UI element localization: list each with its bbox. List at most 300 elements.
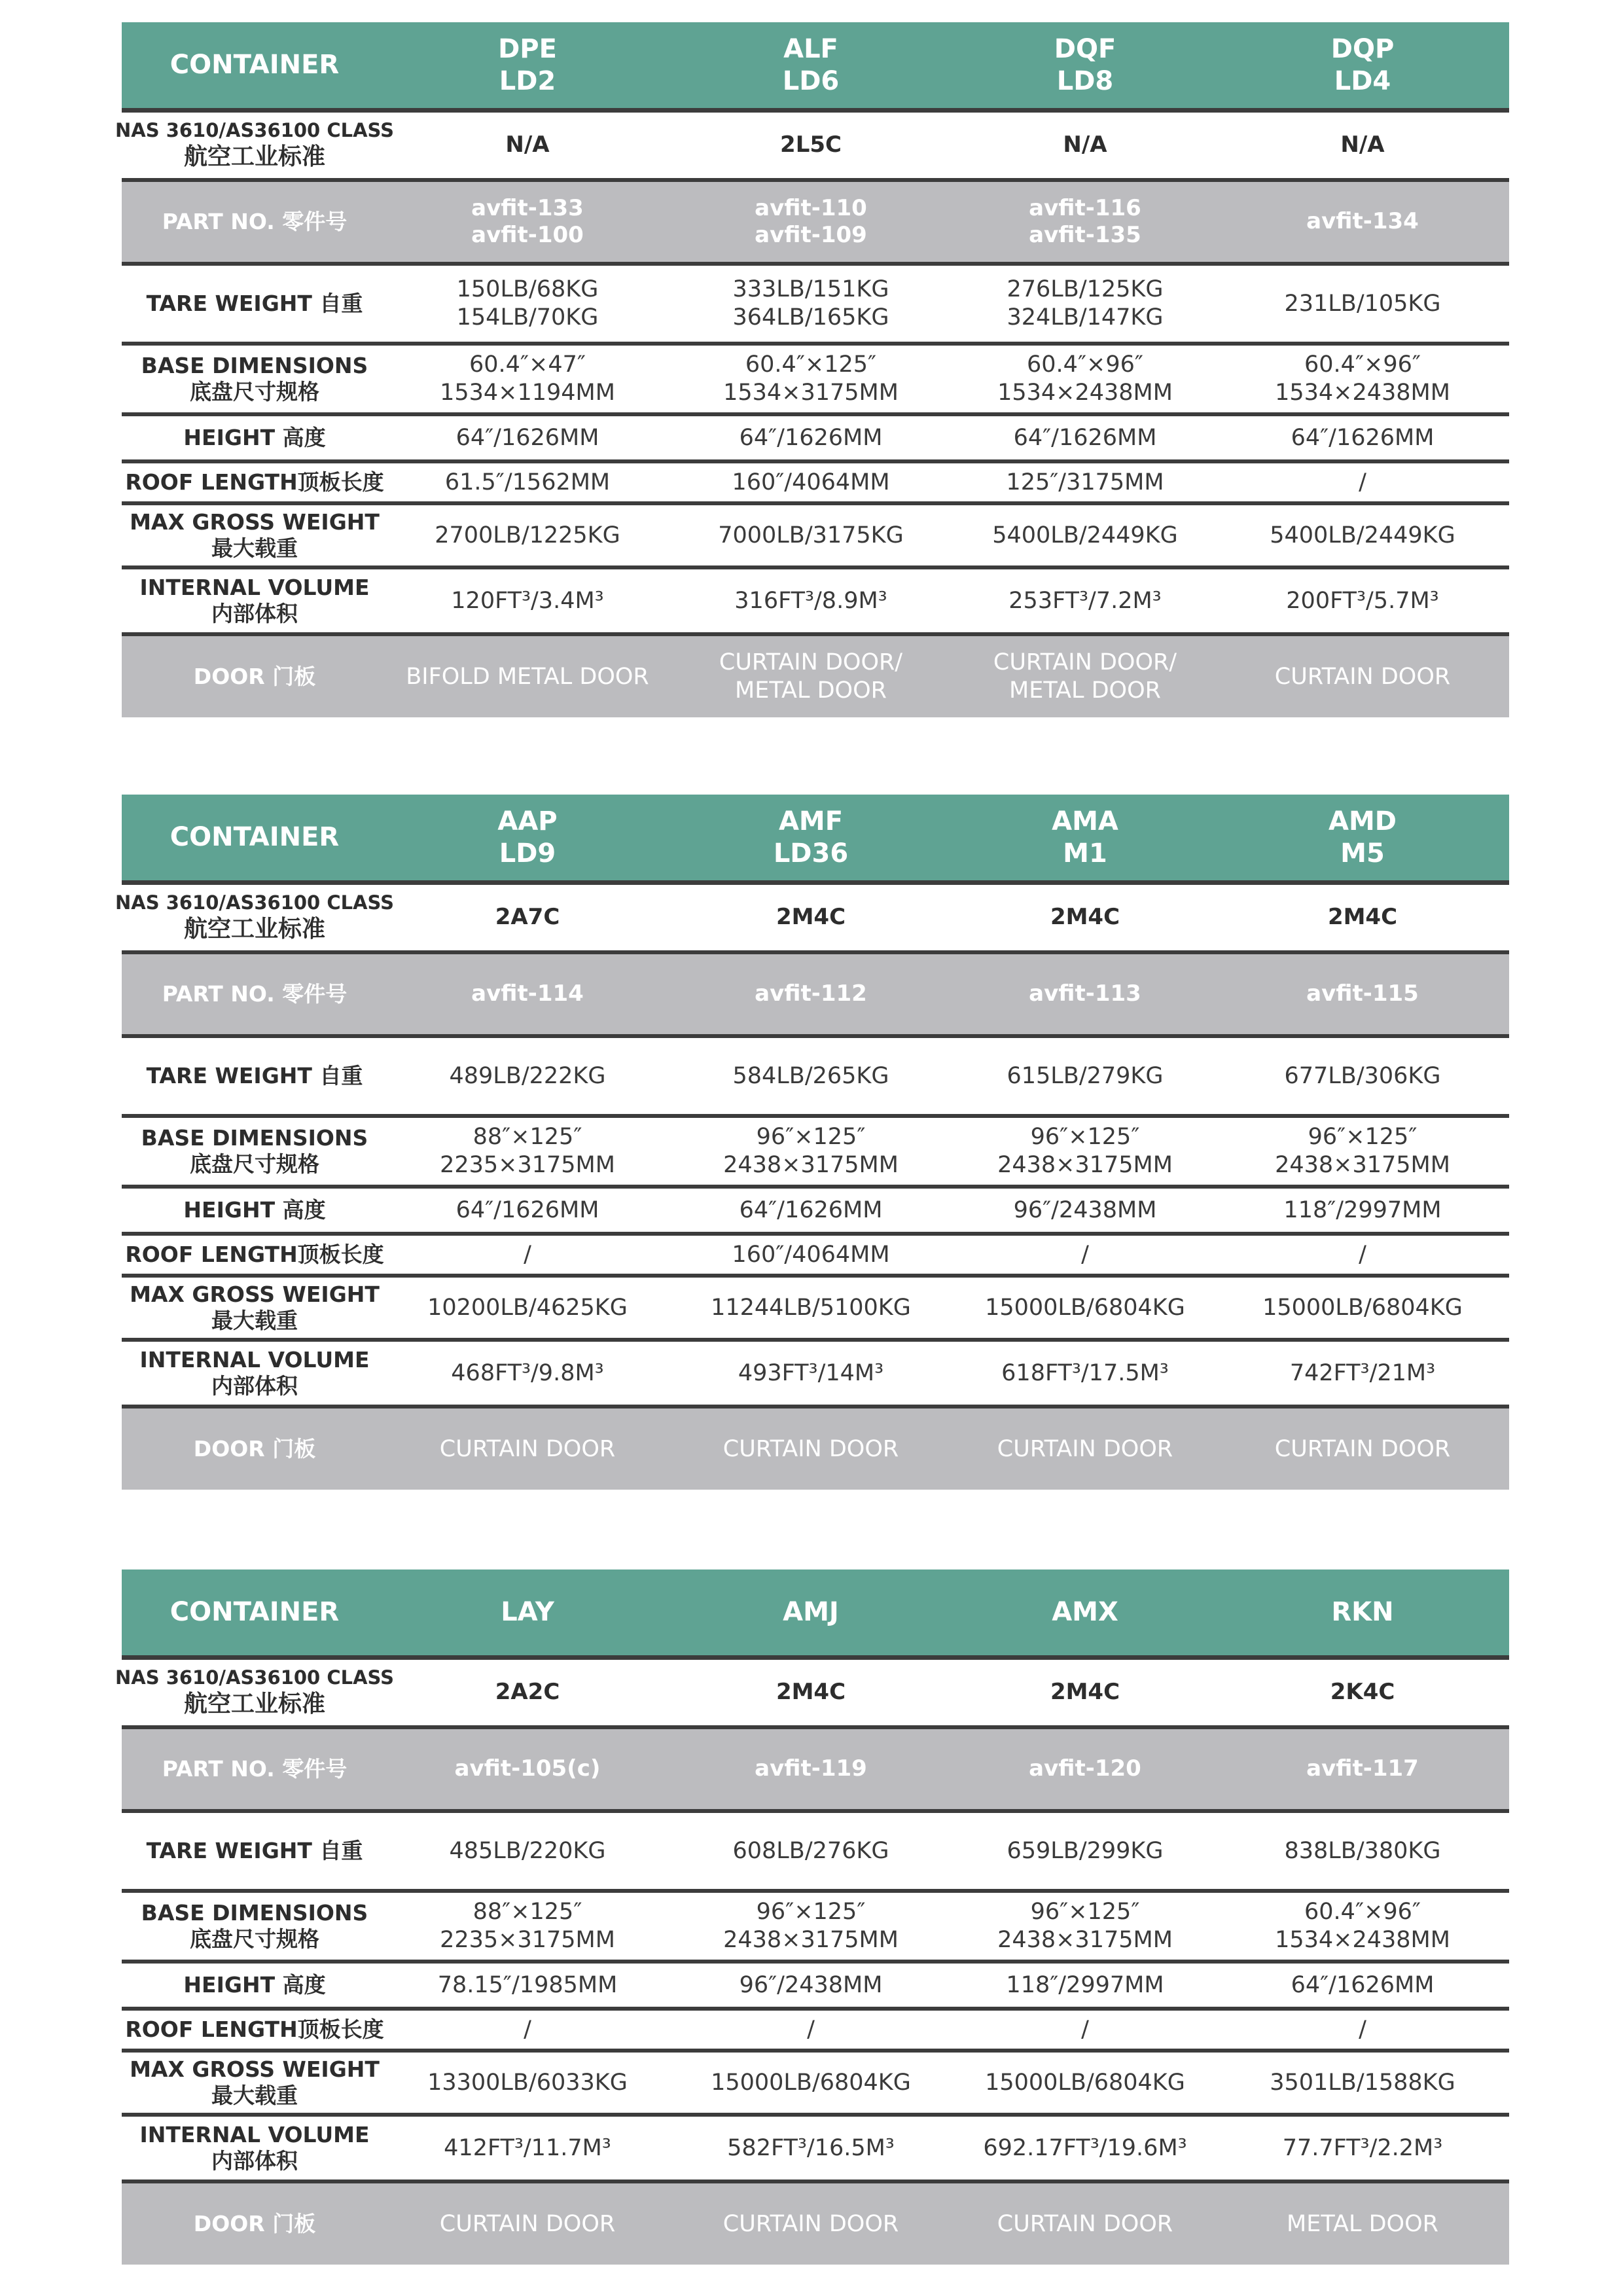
cell-class (668, 904, 954, 931)
row-class (115, 885, 1509, 954)
cell-value: 96″×125″ (756, 1899, 866, 1926)
cell-value: 60.4″×96″ (1304, 351, 1421, 378)
cell-door (1216, 2210, 1509, 2238)
cell-value: 2235×3175MM (440, 1927, 615, 1953)
cell-roof (1216, 1241, 1509, 1269)
cell-roof (1216, 2016, 1509, 2044)
cell-class (387, 904, 668, 931)
cell-value: CURTAIN DOOR/ (719, 649, 903, 676)
cell-hdr (668, 33, 954, 98)
cell-value: avfit-119 (755, 1755, 867, 1782)
cell-roof (668, 1241, 954, 1269)
cell-door (668, 1435, 954, 1463)
cell-value: 231LB/105KG (1284, 290, 1441, 317)
spec-table-1 (115, 22, 1509, 717)
row-class (115, 113, 1509, 182)
cell-roof (954, 2016, 1216, 2044)
cell-value: CURTAIN DOOR (439, 1435, 616, 1462)
cell-value: 120FT³/3.4M³ (451, 587, 604, 614)
cell-value: 2438×3175MM (997, 1927, 1173, 1953)
cell-value: 5400LB/2449KG (1270, 522, 1455, 548)
row-base (122, 1118, 1509, 1189)
cell-height (954, 1196, 1216, 1225)
cell-gross (387, 2069, 668, 2097)
row-label-tare (122, 1063, 387, 1089)
label-line: MAX GROSS WEIGHT (130, 509, 380, 535)
cell-value: RKN (1331, 1597, 1394, 1628)
row-label-hdr (122, 49, 387, 81)
row-label-height (122, 425, 387, 451)
label-line: HEIGHT 高度 (183, 1196, 326, 1223)
cell-tare (387, 1837, 668, 1865)
cell-hdr (668, 806, 954, 870)
cell-value: avfit-117 (1306, 1755, 1419, 1782)
cell-value: LAY (501, 1597, 554, 1628)
cell-value: avfit-120 (1029, 1755, 1141, 1782)
cell-value: AMJ (783, 1597, 839, 1628)
cell-value: LD4 (1334, 65, 1391, 96)
cell-door (954, 2210, 1216, 2238)
cell-hdr (387, 1596, 668, 1628)
cell-value: 60.4″×96″ (1027, 351, 1143, 378)
cell-value: avfit-134 (1306, 208, 1419, 235)
cell-height (954, 424, 1216, 452)
cell-height (668, 424, 954, 452)
label-line: HEIGHT 高度 (183, 424, 326, 450)
cell-value: / (1359, 2016, 1366, 2043)
cell-tare (387, 1062, 668, 1090)
cell-height (387, 1196, 668, 1225)
label-line: DOOR 门板 (193, 1435, 316, 1462)
cell-value: AMF (778, 806, 844, 836)
cell-value: avfit-115 (1306, 980, 1419, 1007)
row-roof (122, 2011, 1509, 2053)
cell-part (387, 980, 668, 1007)
cell-value: 60.4″×47″ (469, 351, 586, 378)
cell-value: / (524, 2016, 531, 2043)
row-gross (122, 1278, 1509, 1342)
cell-value: 154LB/70KG (456, 304, 599, 331)
cell-value: CURTAIN DOOR (722, 2210, 899, 2237)
cell-value: 7000LB/3175KG (718, 522, 904, 548)
cell-hdr (1216, 33, 1509, 98)
cell-value: CURTAIN DOOR (722, 1435, 899, 1462)
cell-value: 677LB/306KG (1284, 1062, 1441, 1089)
cell-value: DQP (1330, 33, 1395, 64)
cell-base (954, 1898, 1216, 1954)
cell-value: N/A (1340, 132, 1385, 158)
row-base (122, 1893, 1509, 1964)
cell-value: 364LB/165KG (732, 304, 889, 331)
cell-part (1216, 1755, 1509, 1782)
label-line: 航空工业标准 (183, 915, 325, 942)
cell-part (1216, 980, 1509, 1007)
cell-value: 485LB/220KG (449, 1837, 606, 1864)
cell-value: 13300LB/6033KG (427, 2069, 628, 2096)
cell-gross (954, 1294, 1216, 1322)
cell-tare (387, 276, 668, 331)
label-line: 最大载重 (211, 2083, 298, 2108)
cell-volume (1216, 2134, 1509, 2162)
cell-base (387, 351, 668, 406)
cell-tare (1216, 1062, 1509, 1090)
cell-value: 2M4C (776, 1679, 846, 1706)
row-label-roof (122, 469, 387, 495)
label-line: TARE WEIGHT 自重 (146, 1837, 363, 1863)
row-label-base (122, 353, 387, 406)
cell-value: CURTAIN DOOR (1274, 663, 1451, 690)
label-line: 最大载重 (211, 1308, 298, 1333)
row-label-base (122, 1900, 387, 1953)
label-line: TARE WEIGHT 自重 (146, 1062, 363, 1088)
cell-value: AMX (1052, 1597, 1118, 1628)
cell-value: 2438×3175MM (1275, 1152, 1450, 1178)
cell-value: DQF (1054, 33, 1116, 64)
cell-height (1216, 1196, 1509, 1225)
cell-base (668, 1898, 954, 1954)
row-label-door (122, 2211, 387, 2237)
cell-value: avfit-135 (1029, 222, 1141, 248)
cell-value: 15000LB/6804KG (985, 2069, 1185, 2096)
cell-height (387, 424, 668, 452)
cell-door (1216, 663, 1509, 691)
row-part (122, 1729, 1509, 1813)
row-label-door (122, 1436, 387, 1462)
cell-part (668, 1755, 954, 1782)
row-height (122, 1189, 1509, 1236)
cell-value: 1534×2438MM (1275, 1927, 1450, 1953)
row-label-gross (122, 2056, 387, 2109)
label-line: BASE DIMENSIONS (141, 1124, 368, 1151)
cell-value: 2M4C (1327, 904, 1398, 931)
cell-value: 615LB/279KG (1007, 1062, 1164, 1089)
cell-door (668, 2210, 954, 2238)
cell-value: / (524, 1241, 531, 1268)
row-part (122, 954, 1509, 1038)
label-line: BASE DIMENSIONS (141, 352, 368, 378)
cell-value: BIFOLD METAL DOOR (406, 663, 649, 690)
cell-value: 88″×125″ (473, 1899, 582, 1926)
cell-value: 2438×3175MM (997, 1152, 1173, 1178)
label-line: HEIGHT 高度 (183, 1971, 326, 1998)
cell-value: 118″/2997MM (1283, 1196, 1442, 1223)
cell-tare (668, 1062, 954, 1090)
row-tare (122, 1813, 1509, 1893)
label-line: ROOF LENGTH顶板长度 (125, 1241, 384, 1267)
cell-value: 659LB/299KG (1007, 1837, 1164, 1864)
cell-value: 584LB/265KG (732, 1062, 889, 1089)
cell-volume (1216, 587, 1509, 615)
row-volume (122, 569, 1509, 636)
cell-volume (387, 1359, 668, 1388)
cell-value: 160″/4064MM (732, 469, 890, 495)
cell-part (954, 980, 1216, 1007)
cell-part (387, 1755, 668, 1782)
cell-base (387, 1898, 668, 1954)
cell-door (387, 663, 668, 691)
cell-value: M1 (1063, 838, 1107, 869)
cell-value: 15000LB/6804KG (985, 1294, 1185, 1321)
row-hdr (122, 22, 1509, 113)
cell-value: 118″/2997MM (1006, 1971, 1164, 1998)
cell-value: 2A2C (495, 1679, 560, 1706)
cell-value: / (1081, 2016, 1089, 2043)
row-label-volume (122, 575, 387, 628)
cell-value: 3501LB/1588KG (1270, 2069, 1455, 2096)
cell-value: / (1359, 469, 1366, 495)
cell-value: / (1081, 1241, 1089, 1268)
cell-value: 618FT³/17.5M³ (1001, 1359, 1169, 1386)
row-gross (122, 2053, 1509, 2117)
cell-value: AMD (1329, 806, 1397, 836)
cell-gross (1216, 522, 1509, 550)
cell-value: 96″×125″ (1030, 1899, 1140, 1926)
label-line: ROOF LENGTH顶板长度 (125, 469, 384, 495)
cell-part (668, 195, 954, 249)
label-line: MAX GROSS WEIGHT (130, 2056, 380, 2082)
label-line: 底盘尺寸规格 (190, 1926, 319, 1952)
cell-value: 1534×3175MM (723, 380, 899, 406)
cell-volume (954, 1359, 1216, 1388)
cell-value: 96″×125″ (1030, 1124, 1140, 1151)
cell-value: 150LB/68KG (456, 276, 599, 303)
cell-value: 96″/2438MM (739, 1971, 883, 1998)
cell-gross (954, 2069, 1216, 2097)
cell-value: 64″/1626MM (739, 1196, 883, 1223)
cell-base (668, 351, 954, 406)
cell-value: 412FT³/11.7M³ (444, 2134, 611, 2161)
cell-value: 742FT³/21M³ (1289, 1359, 1436, 1386)
cell-gross (668, 522, 954, 550)
cell-value: 96″×125″ (1308, 1124, 1418, 1151)
cell-gross (668, 2069, 954, 2097)
cell-value: 64″/1626MM (1013, 424, 1157, 451)
label-line: PART NO. 零件号 (162, 980, 348, 1007)
cell-value: avfit-105(c) (454, 1755, 601, 1782)
label-line: 内部体积 (211, 2148, 298, 2174)
cell-base (668, 1123, 954, 1179)
spec-table-2 (115, 795, 1509, 1490)
cell-value: 60.4″×125″ (745, 351, 877, 378)
cell-height (954, 1971, 1216, 2000)
cell-value: ALF (783, 33, 838, 64)
cell-door (954, 649, 1216, 704)
cell-value: / (1359, 1241, 1366, 1268)
row-height (122, 1964, 1509, 2011)
label-line: TARE WEIGHT 自重 (146, 290, 363, 316)
cell-value: 2700LB/1225KG (435, 522, 620, 548)
cell-value: 11244LB/5100KG (711, 1294, 911, 1321)
cell-value: 1534×2438MM (997, 380, 1173, 406)
cell-hdr (387, 806, 668, 870)
cell-value: avfit-113 (1029, 980, 1141, 1007)
cell-tare (1216, 290, 1509, 318)
cell-value: M5 (1340, 838, 1385, 869)
cell-part (954, 1755, 1216, 1782)
label-line: MAX GROSS WEIGHT (130, 1281, 380, 1307)
cell-value: avfit-116 (1029, 194, 1141, 221)
row-label-tare (122, 291, 387, 317)
cell-value: AAP (497, 806, 558, 836)
label-line: 内部体积 (211, 601, 298, 626)
cell-height (387, 1971, 668, 2000)
row-tare (122, 266, 1509, 346)
cell-value: 838LB/380KG (1284, 1837, 1441, 1864)
cell-class (387, 1679, 668, 1706)
row-label-hdr (122, 821, 387, 853)
row-label-door (122, 664, 387, 690)
cell-hdr (954, 1596, 1216, 1628)
cell-value: CURTAIN DOOR/ (993, 649, 1177, 676)
cell-tare (954, 276, 1216, 331)
cell-value: 2A7C (495, 904, 560, 931)
cell-hdr (954, 806, 1216, 870)
cell-value: CURTAIN DOOR (997, 1435, 1173, 1462)
cell-value: 64″/1626MM (1291, 1971, 1435, 1998)
row-roof (122, 1236, 1509, 1278)
cell-gross (387, 1294, 668, 1322)
cell-value: 2438×3175MM (723, 1152, 899, 1178)
cell-gross (954, 522, 1216, 550)
label-line: CONTAINER (169, 50, 340, 81)
cell-door (387, 1435, 668, 1463)
cell-value: 2M4C (1050, 904, 1120, 931)
cell-value: LD36 (773, 838, 849, 869)
cell-value: LD2 (499, 65, 556, 96)
cell-gross (668, 1294, 954, 1322)
cell-value: 316FT³/8.9M³ (734, 587, 887, 614)
cell-value: 468FT³/9.8M³ (451, 1359, 604, 1386)
label-line: NAS 3610/AS36100 CLASS (115, 119, 394, 142)
cell-hdr (387, 33, 668, 98)
cell-value: avfit-110 (755, 194, 867, 221)
row-label-part (122, 981, 387, 1007)
cell-roof (668, 469, 954, 497)
cell-height (1216, 1971, 1509, 2000)
cell-class (1216, 904, 1509, 931)
cell-value: 61.5″/1562MM (444, 469, 611, 495)
cell-volume (1216, 1359, 1509, 1388)
row-base (122, 346, 1509, 416)
row-label-height (122, 1972, 387, 1998)
label-line: DOOR 门板 (193, 2210, 316, 2236)
cell-value: AMA (1052, 806, 1118, 836)
cell-gross (1216, 1294, 1509, 1322)
row-label-gross (122, 509, 387, 562)
cell-value: 60.4″×96″ (1304, 1899, 1421, 1926)
row-label-part (122, 209, 387, 235)
row-label-base (122, 1125, 387, 1178)
cell-height (668, 1971, 954, 2000)
cell-class (387, 132, 668, 158)
label-line: NAS 3610/AS36100 CLASS (115, 891, 394, 914)
cell-hdr (1216, 806, 1509, 870)
cell-class (1216, 1679, 1509, 1706)
cell-class (954, 1679, 1216, 1706)
cell-class (954, 132, 1216, 158)
cell-tare (668, 276, 954, 331)
cell-hdr (668, 1596, 954, 1628)
cell-roof (668, 2016, 954, 2044)
cell-gross (1216, 2069, 1509, 2097)
label-line: ROOF LENGTH顶板长度 (125, 2016, 384, 2042)
cell-value: 1534×1194MM (440, 380, 615, 406)
cell-part (668, 980, 954, 1007)
cell-base (387, 1123, 668, 1179)
cell-value: 493FT³/14M³ (738, 1359, 884, 1386)
cell-value: 253FT³/7.2M³ (1008, 587, 1162, 614)
cell-value: avfit-114 (471, 980, 584, 1007)
row-tare (122, 1038, 1509, 1118)
cell-base (1216, 1123, 1509, 1179)
cell-value: 64″/1626MM (455, 424, 599, 451)
cell-base (954, 351, 1216, 406)
row-part (122, 182, 1509, 266)
cell-volume (954, 587, 1216, 615)
cell-volume (668, 587, 954, 615)
row-gross (122, 505, 1509, 569)
cell-value: 2M4C (776, 904, 846, 931)
cell-part (1216, 208, 1509, 235)
row-door (122, 636, 1509, 717)
cell-value: 489LB/222KG (449, 1062, 606, 1089)
cell-value: 64″/1626MM (1291, 424, 1435, 451)
row-label-volume (122, 2122, 387, 2175)
cell-class (1216, 132, 1509, 158)
cell-value: CURTAIN DOOR (1274, 1435, 1451, 1462)
cell-value: METAL DOOR (735, 677, 887, 704)
cell-gross (387, 522, 668, 550)
cell-part (954, 195, 1216, 249)
cell-value: avfit-133 (471, 194, 584, 221)
cell-value: N/A (1063, 132, 1107, 158)
cell-volume (668, 1359, 954, 1388)
cell-value: 77.7FT³/2.2M³ (1282, 2134, 1443, 2161)
row-label-roof (122, 2017, 387, 2043)
cell-door (668, 649, 954, 704)
cell-hdr (1216, 1596, 1509, 1628)
cell-roof (954, 1241, 1216, 1269)
cell-door (954, 1435, 1216, 1463)
cell-door (1216, 1435, 1509, 1463)
row-roof (122, 463, 1509, 505)
label-line: 最大载重 (211, 535, 298, 561)
row-volume (122, 2117, 1509, 2183)
cell-value: 200FT³/5.7M³ (1286, 587, 1439, 614)
cell-tare (668, 1837, 954, 1865)
label-line: CONTAINER (169, 1597, 340, 1628)
cell-volume (954, 2134, 1216, 2162)
cell-door (387, 2210, 668, 2238)
row-hdr (122, 1570, 1509, 1660)
cell-value: 276LB/125KG (1007, 276, 1164, 303)
cell-value: 2K4C (1330, 1679, 1395, 1706)
cell-value: avfit-109 (755, 222, 867, 248)
row-height (122, 416, 1509, 463)
cell-value: avfit-100 (471, 222, 584, 248)
cell-part (387, 195, 668, 249)
cell-roof (387, 2016, 668, 2044)
cell-value: 15000LB/6804KG (711, 2069, 911, 2096)
cell-base (1216, 351, 1509, 406)
label-line: PART NO. 零件号 (162, 208, 348, 234)
cell-value: 5400LB/2449KG (992, 522, 1178, 548)
cell-value: 333LB/151KG (732, 276, 889, 303)
label-line: NAS 3610/AS36100 CLASS (115, 1666, 394, 1689)
label-line: INTERNAL VOLUME (139, 574, 370, 600)
cell-roof (954, 469, 1216, 497)
cell-height (668, 1196, 954, 1225)
